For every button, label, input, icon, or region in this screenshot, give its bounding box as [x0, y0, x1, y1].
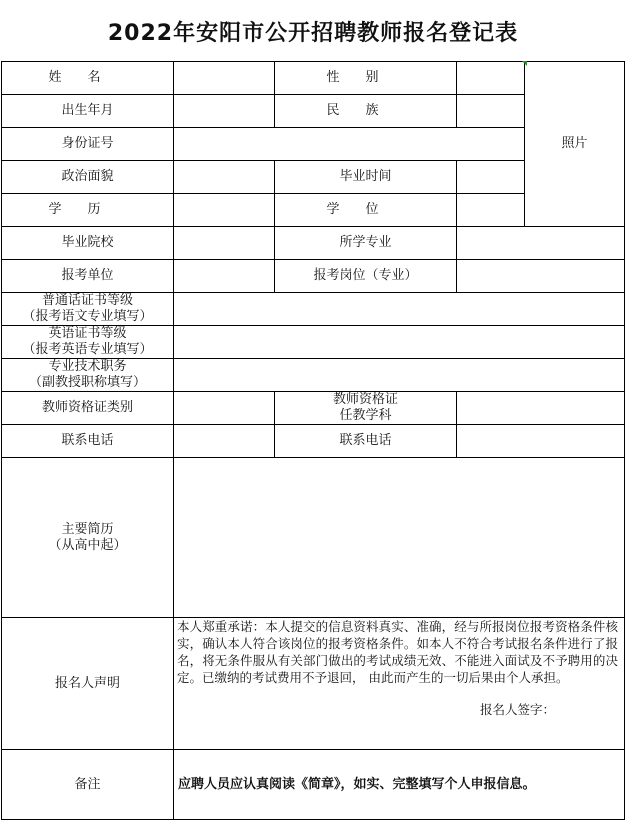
label-political: 政治面貌 — [2, 161, 174, 194]
label-resume-line1: 主要简历 — [61, 521, 114, 537]
label-phone-1: 联系电话 — [2, 425, 174, 458]
label-resume-line2: （从高中起） — [48, 537, 127, 553]
label-mandarin-line2: （报考语文专业填写） — [22, 309, 153, 324]
label-resume — [2, 458, 174, 618]
registration-form-table — [1, 61, 625, 820]
remark-text: 应聘人员应认真阅读《简章》，如实、完整填写个人申报信息。 — [174, 750, 625, 820]
label-education: 学历 — [2, 194, 174, 227]
label-unit: 报考单位 — [2, 260, 174, 293]
field-unit[interactable] — [174, 260, 275, 293]
label-cert-subject-line2: 任教学科 — [339, 408, 392, 423]
field-prof-title[interactable] — [174, 359, 625, 392]
field-resume[interactable] — [174, 458, 625, 618]
field-birth[interactable] — [174, 95, 275, 128]
label-prof-title — [2, 359, 174, 392]
label-declaration: 报名人声明 — [2, 618, 174, 750]
label-ethnicity: 民族 — [275, 95, 457, 128]
label-position: 报考岗位（专业） — [275, 260, 457, 293]
label-gender: 性别 — [275, 62, 457, 95]
field-mandarin[interactable] — [174, 293, 625, 326]
field-ethnicity[interactable] — [457, 95, 525, 128]
label-cert-subject — [275, 392, 457, 425]
declaration-cell — [174, 618, 625, 750]
field-school[interactable] — [174, 227, 275, 260]
label-cert-type: 教师资格证类别 — [2, 392, 174, 425]
label-school: 毕业院校 — [2, 227, 174, 260]
field-major[interactable] — [457, 227, 625, 260]
field-cert-subject[interactable] — [457, 392, 625, 425]
label-id-number: 身份证号 — [2, 128, 174, 161]
label-name: 姓名 — [2, 62, 174, 95]
photo-box[interactable]: 照片 — [525, 62, 625, 227]
label-english — [2, 326, 174, 359]
field-name[interactable] — [174, 62, 275, 95]
field-grad-time[interactable] — [457, 161, 525, 194]
label-english-line1: 英语证书等级 — [48, 326, 127, 341]
label-remarks: 备注 — [2, 750, 174, 820]
form-title: 2022年安阳市公开招聘教师报名登记表 — [107, 20, 519, 46]
declaration-text: 本人郑重承诺：本人提交的信息资料真实、准确，经与所报岗位报考资格条件核实，确认本人符合该岗位的报考资格条件。如本人不符合考试报名条件进行了报名，将无条件服从有关部门做出的考试成绩无效、不能进入面试及不予聘用的决定。已缴纳的考试费用不予退回， 由此而产生的一切后果由个人承担。 — [177, 619, 618, 685]
label-cert-subject-line1: 教师资格证 — [332, 392, 398, 407]
label-mandarin-line1: 普通话证书等级 — [41, 293, 133, 308]
signature-label: 报名人签字： — [480, 702, 556, 717]
field-phone-2[interactable] — [457, 425, 625, 458]
label-grad-time: 毕业时间 — [275, 161, 457, 194]
field-id-number[interactable] — [174, 128, 525, 161]
field-education[interactable] — [174, 194, 275, 227]
label-mandarin — [2, 293, 174, 326]
field-cert-type[interactable] — [174, 392, 275, 425]
field-degree[interactable] — [457, 194, 525, 227]
label-english-line2: （报考英语专业填写） — [22, 342, 153, 357]
cell-marker — [522, 61, 527, 66]
label-prof-title-line1: 专业技术职务 — [48, 359, 127, 374]
label-birth: 出生年月 — [2, 95, 174, 128]
field-phone-1[interactable] — [174, 425, 275, 458]
field-position[interactable] — [457, 260, 625, 293]
label-degree: 学位 — [275, 194, 457, 227]
label-prof-title-line2: （副教授职称填写） — [28, 375, 146, 390]
field-gender[interactable] — [457, 62, 525, 95]
label-major: 所学专业 — [275, 227, 457, 260]
field-english[interactable] — [174, 326, 625, 359]
field-political[interactable] — [174, 161, 275, 194]
label-phone-2: 联系电话 — [275, 425, 457, 458]
